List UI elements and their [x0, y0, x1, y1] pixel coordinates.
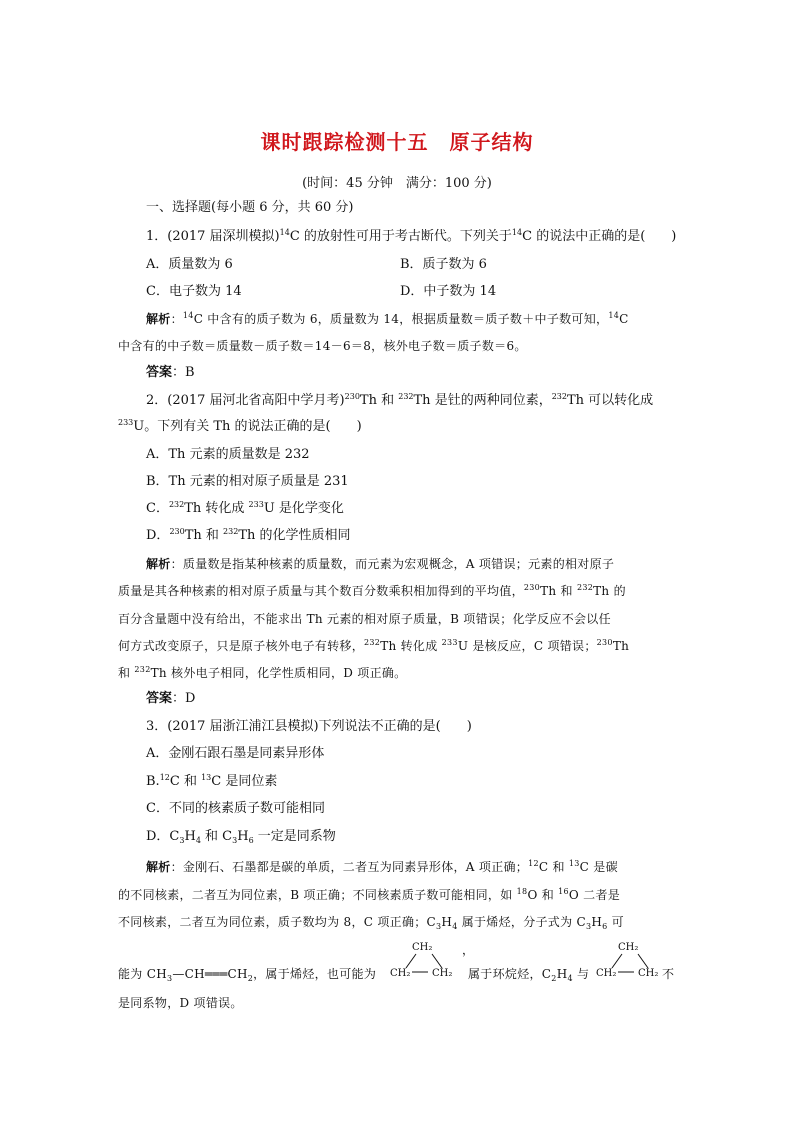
q3-solution-line-5: 是同系物，D 项错误。 [118, 996, 243, 1010]
q2-solution-line-4: 何方式改变原子，只是原子核外电子有转移，$^{232}$Th 转化成 $^{233}$U 是核反应，C 项错误；$^{230}$Th [118, 638, 630, 653]
q2-solution-line-2: 质量是其各种核素的相对原子质量与其个数百分数乘积相加得到的平均值，$^{230}$Th 和 $^{232}$Th 的 [118, 583, 626, 598]
svg-text:CH₂: CH₂ [596, 968, 617, 979]
q1-answer: 答案：B [146, 365, 195, 380]
q2-solution-line-5: 和 $^{232}$Th 核外电子相同，化学性质相同，D 项正确。 [118, 665, 407, 680]
q2-option-a: A．Th 元素的质量数是 232 [146, 447, 310, 462]
q2-option-d: D．$^{230}$Th 和 $^{232}$Th 的化学性质相同 [146, 527, 351, 543]
ring-comma: ， [462, 943, 475, 957]
q3-solution-line-3: 不同核素，二者互为同位素，质子数均为 8，C 项正确；$C_3H_4$ 属于烯烃，分子式为 $C_3H_6$ 可 [118, 915, 624, 931]
q1-option-b: B．质子数为 6 [400, 257, 487, 272]
svg-text:CH₂: CH₂ [412, 942, 433, 953]
question-1: 1．(2017 届深圳模拟)$^{14}$C 的放射性可用于考古断代。下列关于$^{14}$C 的说法中正确的是( ) [146, 228, 677, 244]
q1-solution-line-2: 中含有的中子数＝质量数－质子数＝14－6＝8，核外电子数＝质子数＝6。 [118, 339, 527, 353]
svg-text:CH₂: CH₂ [432, 968, 453, 979]
q3-option-c: C．不同的核素质子数可能相同 [146, 801, 325, 816]
page-title: 课时跟踪检测十五 原子结构 [260, 130, 534, 154]
section-heading: 一、选择题(每小题 6 分，共 60 分) [146, 200, 354, 215]
question-2-line-2: $^{233}$U。下列有关 Th 的说法正确的是( ) [118, 418, 362, 434]
q1-option-d: D．中子数为 14 [400, 284, 497, 299]
q3-solution-line-4-part1: 能为 $CH_3—CH═══CH_2$，属于烯烃，也可能为 [118, 967, 377, 983]
q2-solution-line-1: 解析：质量数是指某种核素的质量数，而元素为宏观概念，A 项错误；元素的相对原子 [146, 557, 615, 571]
svg-text:CH₂: CH₂ [618, 942, 639, 953]
q2-option-b: B．Th 元素的相对原子质量是 231 [146, 474, 349, 489]
cyclopropane-structure-1 [388, 938, 460, 982]
q1-solution-line-1: 解析：$^{14}$C 中含有的质子数为 6，质量数为 14，根据质量数＝质子数＋中子数可知，$^{14}$C [146, 311, 629, 326]
q2-option-c: C．$^{232}$Th 转化成 $^{233}$U 是化学变化 [146, 500, 344, 516]
q3-solution-line-2: 的不同核素，二者互为同位素，B 项正确；不同核素质子数可能相同，如 $^{18}$O 和 $^{16}$O 二者是 [118, 887, 621, 902]
page-subtitle: (时间：45 分钟 满分：100 分) [302, 176, 492, 191]
question-3: 3．(2017 届浙江浦江县模拟)下列说法不正确的是( ) [146, 719, 472, 734]
cyclopropane-structure-2 [594, 938, 666, 982]
q1-option-c: C．电子数为 14 [146, 284, 242, 299]
q3-solution-line-4-part3: 不 [662, 967, 675, 981]
q3-option-b: B.$^{12}$C 和 $^{13}$C 是同位素 [146, 773, 278, 789]
q3-option-d: D．$C_3H_4$ 和 $C_3H_6$ 一定是同系物 [146, 829, 336, 845]
q3-solution-line-1: 解析：金刚石、石墨都是碳的单质，二者互为同素异形体，A 项正确；$^{12}$C 和 $^{13}$C 是碳 [146, 859, 618, 874]
svg-text:CH₂: CH₂ [390, 968, 411, 979]
q1-option-a: A．质量数为 6 [146, 257, 233, 272]
q2-answer: 答案：D [146, 691, 196, 706]
q3-option-a: A．金刚石跟石墨是同素异形体 [146, 746, 325, 761]
svg-text:CH₂: CH₂ [638, 968, 659, 979]
q3-solution-line-4-part2: 属于环烷烃，$C_2H_4$ 与 [468, 967, 590, 983]
q2-solution-line-3: 百分含量题中没有给出，不能求出 Th 元素的相对原子质量，B 项错误；化学反应不会以任 [118, 612, 611, 626]
question-2-line-1: 2．(2017 届河北省高阳中学月考)$^{230}$Th 和 $^{232}$Th 是钍的两种同位素，$^{232}$Th 可以转化成 [146, 392, 654, 408]
